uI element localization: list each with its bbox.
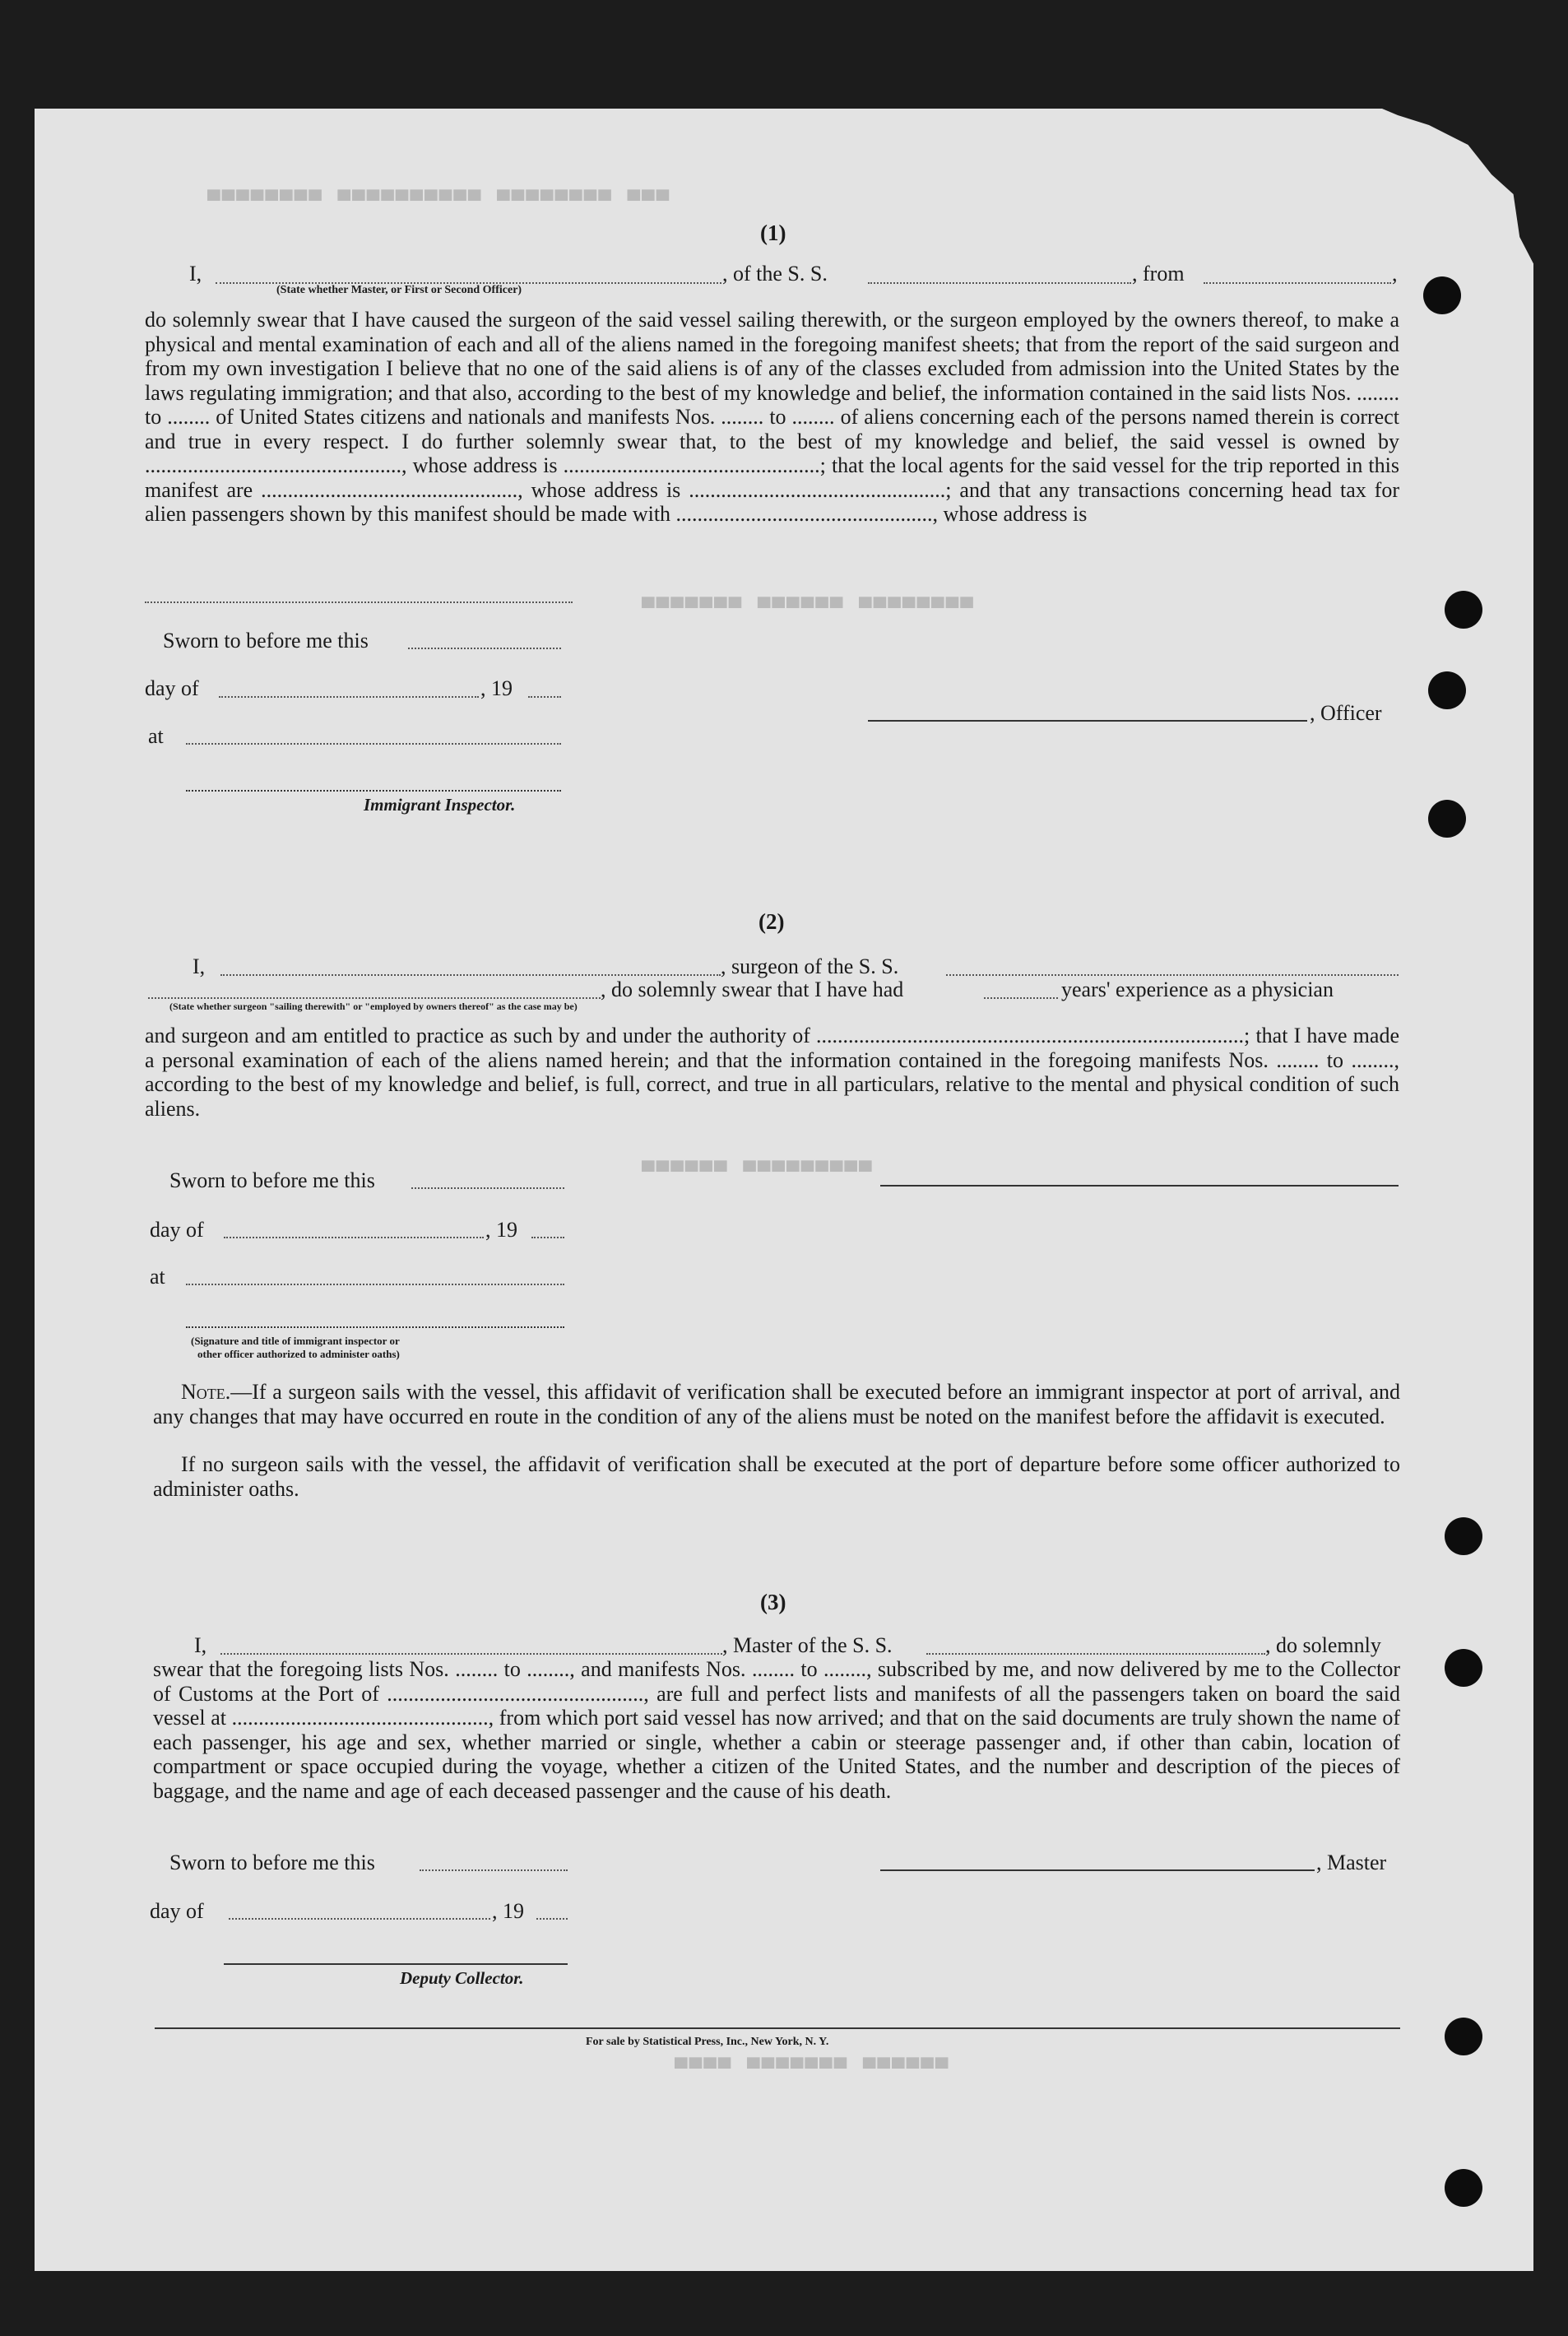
- s2-sig-note-2: other officer authorized to administer oaths): [197, 1348, 400, 1360]
- footer-imprint: For sale by Statistical Press, Inc., New York, N. Y.: [586, 2036, 829, 2048]
- s1-day-month-field[interactable]: [219, 696, 479, 698]
- punch-hole: [1445, 1649, 1482, 1687]
- s3-day-month-field[interactable]: [229, 1918, 490, 1920]
- s2-surgeon-name-field[interactable]: [220, 974, 721, 976]
- note-paragraph-2: If no surgeon sails with the vessel, the affidavit of verification shall be executed at the port of departure before some officer authorized to administer oaths.: [153, 1452, 1400, 1501]
- s3-master-signature-line[interactable]: [880, 1869, 1315, 1871]
- s3-sworn-date-field[interactable]: [420, 1869, 568, 1871]
- s2-at-field[interactable]: [186, 1284, 564, 1285]
- s2-years-label: years' experience as a physician: [1061, 978, 1334, 1001]
- bleed-through: ▀▀▀▀ ▀▀▀▀▀▀▀ ▀▀▀▀▀▀: [675, 2057, 950, 2082]
- s1-i-label: I,: [189, 262, 202, 286]
- s2-year-label: , 19: [485, 1218, 517, 1242]
- s1-sworn-date-field[interactable]: [408, 648, 561, 649]
- s1-inspector-signature-line[interactable]: [186, 790, 561, 792]
- s1-of-ss-label: , of the S. S.: [722, 262, 828, 286]
- s2-swear-label: , do solemnly swear that I have had: [601, 978, 904, 1001]
- s2-sworn-date-field[interactable]: [411, 1187, 564, 1189]
- punch-hole: [1445, 591, 1482, 629]
- s3-i-label: I,: [194, 1633, 207, 1657]
- note-label: Note.: [181, 1380, 231, 1404]
- punch-hole: [1428, 671, 1466, 709]
- s2-capacity-hint: (State whether surgeon "sailing therewith" or "employed by owners thereof" as the case may be): [169, 1001, 578, 1012]
- s2-surgeon-of-label: , surgeon of the S. S.: [721, 954, 899, 978]
- s1-at-label: at: [148, 724, 164, 748]
- s3-sworn-label: Sworn to before me this: [169, 1851, 375, 1874]
- s2-at-label: at: [150, 1265, 165, 1289]
- s3-oath-paragraph: swear that the foregoing lists Nos. ........ to ........, and manifests Nos. ........ to ........, subscribed by me, and now delivered by me to the Collector of Customs at the Port of ................................................, are full and perfect lists and manifests of all the passengers taken on board the said vessel at ................................................, from which port said vessel has now arrived; and that on the said documents are truly shown the name of each passenger, his age and sex, whether married or single, whether a cabin or steerage passenger and, if other than cabin, location of compartment or space occupied during the voyage, whether a citizen of the United States, and the number and description of the pieces of baggage, and the name and age of each deceased passenger and the cause of his death.: [153, 1657, 1400, 1803]
- punch-hole: [1423, 276, 1461, 314]
- s1-inspector-label: Immigrant Inspector.: [364, 795, 516, 815]
- s2-surgeon-signature-line[interactable]: [880, 1185, 1399, 1187]
- s3-solemnly-label: , do solemnly: [1265, 1633, 1381, 1657]
- s3-vessel-field[interactable]: [926, 1653, 1265, 1655]
- s1-vessel-field[interactable]: [868, 282, 1131, 284]
- s2-day-month-field[interactable]: [224, 1237, 484, 1238]
- s1-sworn-label: Sworn to before me this: [163, 629, 369, 653]
- bleed-through: ▀▀▀ ▀▀▀▀▀▀▀▀ ▀▀▀▀▀▀▀▀▀▀ ▀▀▀▀▀▀▀▀: [206, 189, 670, 214]
- s1-from-label: , from: [1132, 262, 1185, 286]
- s3-master-of-label: , Master of the S. S.: [722, 1633, 893, 1657]
- bleed-through: ▀▀▀▀▀▀ ▀▀▀▀▀▀▀▀▀: [642, 1160, 874, 1185]
- footer-rule: [155, 2027, 1400, 2029]
- s1-year-field[interactable]: [528, 696, 561, 698]
- s2-year-field[interactable]: [531, 1237, 564, 1238]
- s1-day-of-label: day of: [145, 676, 199, 700]
- s3-master-label: , Master: [1316, 1851, 1387, 1874]
- punch-hole: [1428, 800, 1466, 838]
- s3-master-name-field[interactable]: [220, 1653, 722, 1655]
- s1-comma: ,: [1392, 262, 1398, 286]
- s2-i-label: I,: [193, 954, 206, 978]
- s2-capacity-field[interactable]: [148, 997, 601, 999]
- bleed-through: ▀▀▀▀▀▀▀ ▀▀▀▀▀▀ ▀▀▀▀▀▀▀▀: [642, 597, 975, 621]
- s3-day-of-label: day of: [150, 1899, 204, 1923]
- s2-oath-paragraph: and surgeon and am entitled to practice as such by and under the authority of ................................................................................; that I have made a personal examination of each of the aliens named herein; and that the information contained in the foregoing manifests Nos. ........ to ........, according to the best of my knowledge and belief, is full, correct, and true in all particulars, relative to the mental and physical condition of such aliens.: [145, 1024, 1399, 1121]
- s3-collector-label: Deputy Collector.: [400, 1968, 524, 1988]
- s2-day-of-label: day of: [150, 1218, 204, 1242]
- s2-officer-signature-line[interactable]: [186, 1326, 564, 1328]
- section-2-heading: (2): [758, 909, 785, 934]
- s1-officer-label: , Officer: [1310, 701, 1382, 725]
- s2-years-field[interactable]: [984, 997, 1058, 999]
- s3-year-label: , 19: [492, 1899, 524, 1923]
- s2-sig-note-1: (Signature and title of immigrant inspector or: [191, 1335, 400, 1347]
- s1-at-field[interactable]: [186, 743, 561, 745]
- s3-year-field[interactable]: [536, 1918, 568, 1920]
- s2-vessel-field[interactable]: [946, 974, 1399, 976]
- s1-officer-signature-line[interactable]: [868, 720, 1307, 722]
- note-paragraph-1: [153, 1380, 1400, 1428]
- s1-officer-hint: (State whether Master, or First or Second Officer): [276, 284, 522, 296]
- s1-agent-address-field[interactable]: [145, 601, 573, 603]
- note-text-1: —If a surgeon sails with the vessel, this affidavit of verification shall be executed before an immigrant inspector at port of arrival, and any changes that may have occurred en route in the condition of any of the aliens must be noted on the manifest before the affidavit is executed.: [153, 1380, 1400, 1428]
- section-1-heading: (1): [760, 221, 786, 245]
- punch-hole: [1445, 1517, 1482, 1555]
- s1-year-label: , 19: [480, 676, 513, 700]
- s1-oath-paragraph: do solemnly swear that I have caused the surgeon of the said vessel sailing therewith, or the surgeon employed by the owners thereof, to make a physical and mental examination of each and all of the aliens named in the foregoing manifest sheets; that from the report of the said surgeon and from my own investigation I believe that no one of the said aliens is of any of the classes excluded from admission into the United States by the laws regulating immigration; and that also, according to the best of my knowledge and belief, the information contained in the said lists Nos. ........ to ........ of United States citizens and nationals and manifests Nos. ........ to ........ of aliens concerning each of the persons named therein is correct and true in every respect. I do further solemnly swear that, to the best of my knowledge and belief, the said vessel is owned by ................................................, whose address is ................................................; that the local agents for the said vessel for the trip reported in this manifest are ................................................, whose address is ................................................; and that any transactions concerning head tax for alien passengers shown by this manifest should be made with ................................................, whose address is: [145, 308, 1399, 526]
- s2-sworn-label: Sworn to before me this: [169, 1168, 375, 1192]
- punch-hole: [1445, 2018, 1482, 2055]
- s3-collector-signature-line[interactable]: [224, 1963, 568, 1965]
- punch-hole: [1445, 2169, 1482, 2207]
- s1-from-field[interactable]: [1204, 282, 1391, 284]
- section-3-heading: (3): [760, 1590, 786, 1614]
